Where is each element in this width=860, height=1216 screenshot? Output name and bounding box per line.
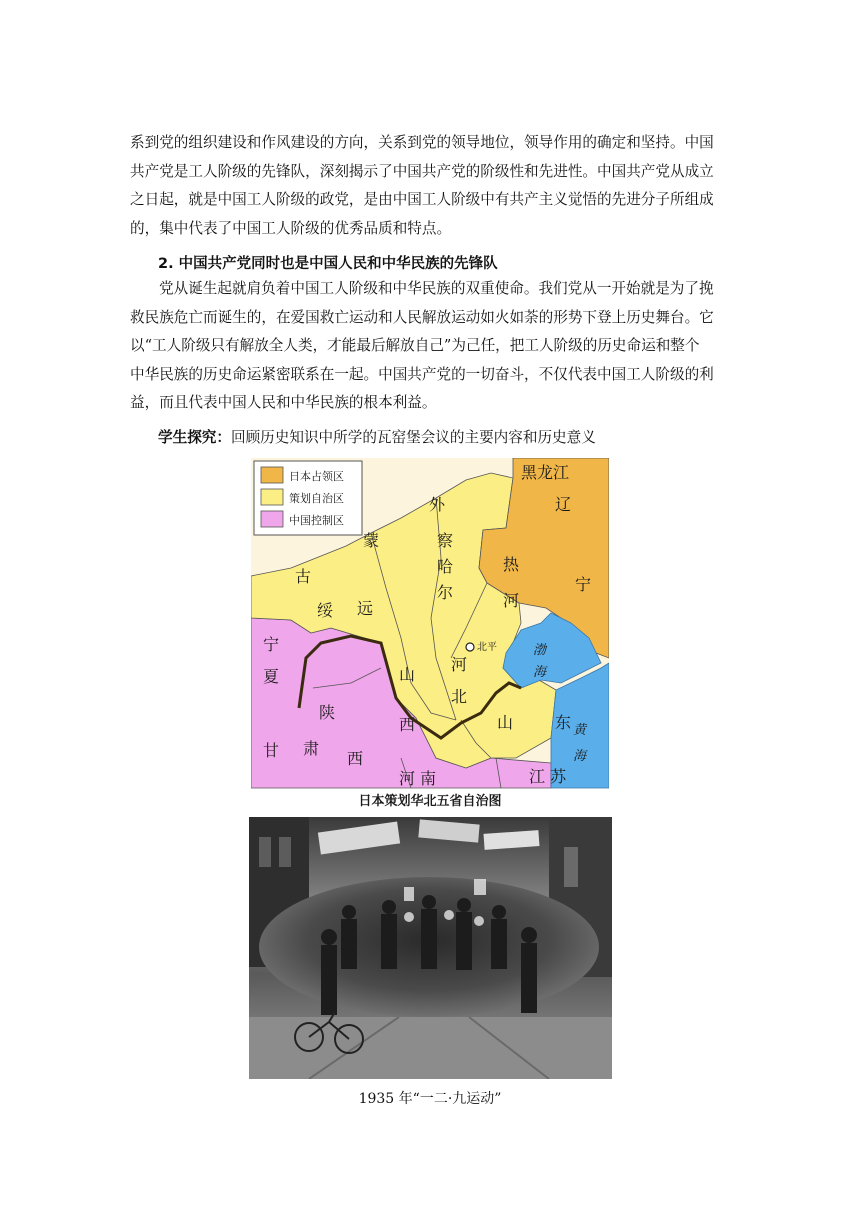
label-gu: 古 xyxy=(295,567,312,586)
north-china-autonomy-map xyxy=(251,458,609,810)
label-gansu-1: 甘 xyxy=(263,741,280,760)
label-chahaer-3: 尔 xyxy=(437,583,454,602)
label-ningxia-1: 宁 xyxy=(263,635,280,654)
label-shandong-2: 东 xyxy=(555,713,572,732)
legend-label-occupied: 日本占领区 xyxy=(289,470,344,483)
paragraph-1-line: 系到党的组织建设和作风建设的方向，关系到党的领导地位，领导作用的确定和坚持。中国 xyxy=(130,134,714,151)
label-huanghai-2: 海 xyxy=(573,749,587,764)
legend-label-controlled: 中国控制区 xyxy=(289,514,344,527)
label-suiyuan-2: 远 xyxy=(357,599,374,618)
label-heilongjiang: 黑龙江 xyxy=(521,463,570,482)
label-bohai-2: 海 xyxy=(533,665,547,680)
paragraph-2-line: 救民族危亡而诞生的，在爱国救亡运动和人民解放运动如火如荼的形势下登上历史舞台。它 xyxy=(130,308,714,326)
label-liaoning-2: 宁 xyxy=(575,575,592,594)
december-ninth-movement-painting xyxy=(249,817,612,1079)
legend-swatch-controlled xyxy=(261,511,283,527)
label-henan: 河 南 xyxy=(399,769,437,788)
label-chahaer-1: 察 xyxy=(437,531,454,550)
label-liaoning-1: 辽 xyxy=(555,495,572,514)
label-shanxi-2: 西 xyxy=(399,715,416,734)
label-rehe-2: 河 xyxy=(503,591,520,610)
label-jiangsu: 江 苏 xyxy=(529,767,567,786)
photo-caption: 1935 年“一二·九运动” xyxy=(358,1091,502,1107)
paragraph-1-line: 之日起，就是中国工人阶级的政党，是由中国工人阶级中有共产主义觉悟的先进分子所组成 xyxy=(130,191,714,209)
label-meng: 蒙 xyxy=(363,531,380,550)
label-chahaer-2: 哈 xyxy=(437,557,454,576)
paragraph-2-line: 益，而且代表中国人民和中华民族的根本利益。 xyxy=(130,394,437,412)
paragraph-1-line: 的，集中代表了中国工人阶级的优秀品质和特点。 xyxy=(130,219,452,237)
beiping-marker xyxy=(466,643,474,651)
label-shaanxi-1: 陕 xyxy=(319,703,336,722)
student-probe xyxy=(158,426,596,447)
map-title: 日本策划华北五省自治图 xyxy=(358,794,502,809)
label-rehe-1: 热 xyxy=(503,555,520,574)
legend-label-autonomy: 策划自治区 xyxy=(289,492,344,505)
paragraph-2-line: 党从诞生起就肩负着中国工人阶级和中华民族的双重使命。我们党从一开始就是为了挽 xyxy=(159,280,714,297)
label-bohai-1: 渤 xyxy=(533,643,547,658)
legend-swatch-occupied xyxy=(261,467,283,483)
label-ningxia-2: 夏 xyxy=(263,667,280,686)
probe-label: 学生探究： xyxy=(158,429,231,446)
map-figure xyxy=(251,458,609,810)
probe-text: 回顾历史知识中所学的瓦窑堡会议的主要内容和历史意义 xyxy=(230,429,596,446)
legend-swatch-autonomy xyxy=(261,489,283,505)
label-gansu-2: 肃 xyxy=(303,739,320,758)
paragraph-2-line: 以“工人阶级只有解放全人类，才能最后解放自己”为己任，把工人阶级的历史命运和整个 xyxy=(130,337,700,355)
label-shaanxi-2: 西 xyxy=(347,749,364,768)
label-shanxi-1: 山 xyxy=(399,665,416,684)
label-huanghai-1: 黄 xyxy=(573,723,587,738)
paragraph-2 xyxy=(130,275,730,418)
paragraph-1 xyxy=(130,129,730,243)
paragraph-2-line: 中华民族的历史命运紧密联系在一起。中国共产党的一切奋斗，不仅代表中国工人阶级的利 xyxy=(130,365,714,383)
label-suiyuan-1: 绥 xyxy=(317,601,334,620)
section-heading: 2. 中国共产党同时也是中国人民和中华民族的先锋队 xyxy=(158,256,498,272)
label-hebei-1: 河 xyxy=(451,655,468,674)
label-beiping: 北平 xyxy=(477,642,497,653)
painting-image xyxy=(249,817,612,1079)
paragraph-1-line: 共产党是工人阶级的先锋队，深刻揭示了中国共产党的阶级性和先进性。中国共产党从成立 xyxy=(130,162,714,180)
label-shandong-1: 山 xyxy=(497,713,514,732)
label-wai: 外 xyxy=(429,495,446,514)
label-hebei-2: 北 xyxy=(451,687,468,706)
